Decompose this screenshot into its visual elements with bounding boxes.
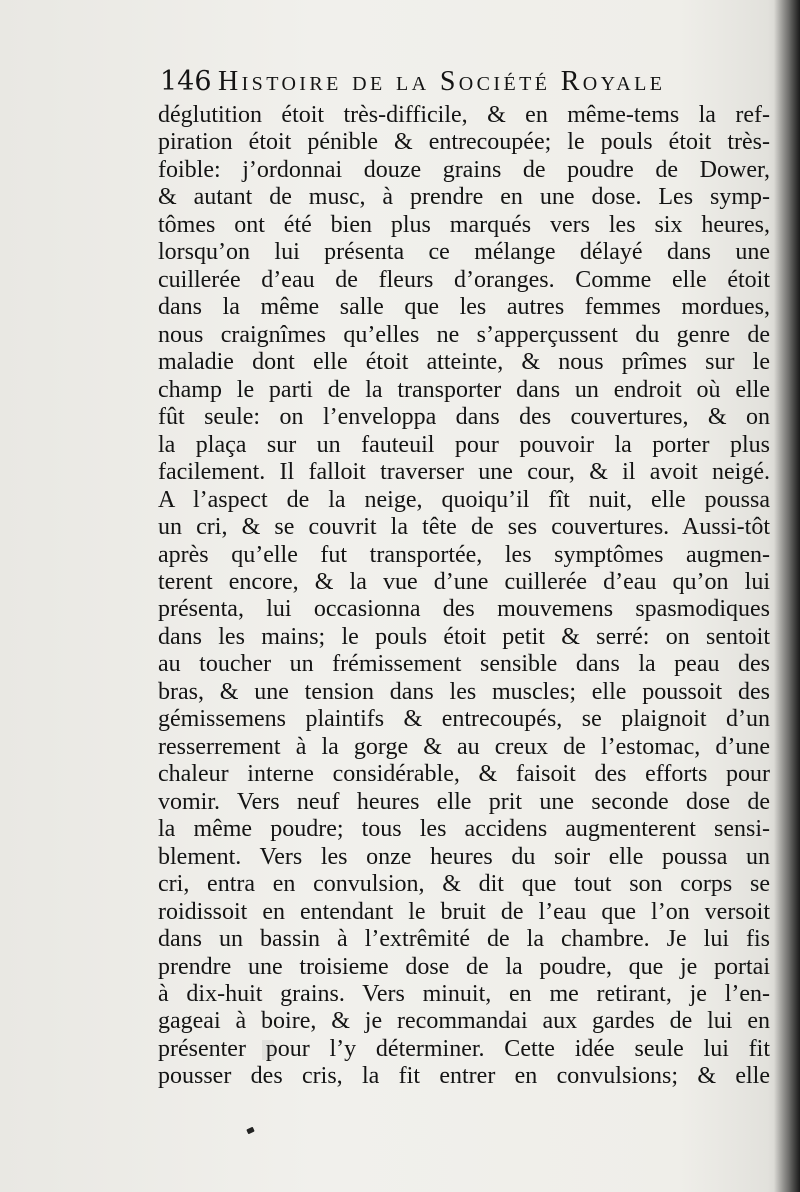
text-line: après qu’elle fut transportée, les symptômes augmen- (158, 541, 770, 568)
text-line: cuillerée d’eau de fleurs d’oranges. Comme elle étoit (158, 266, 770, 293)
text-line: cri, entra en convulsion, & dit que tout son corps se (158, 871, 770, 898)
page-number: 146 (160, 66, 212, 97)
text-line: dans les mains; le pouls étoit petit & serré: on sentoit (158, 623, 770, 650)
text-line: bras, & une tension dans les muscles; elle poussoit des (158, 678, 770, 705)
text-line: foible: j’ordonnai douze grains de poudre de Dower, (158, 156, 770, 183)
text-line: facilement. Il falloit traverser une cour, & il avoit neigé. (158, 459, 770, 486)
text-line: & autant de musc, à prendre en une dose. Les symp- (158, 184, 770, 211)
text-line: gageai à boire, & je recommandai aux gardes de lui en (158, 1008, 770, 1035)
text-line: blement. Vers les onze heures du soir elle poussa un (158, 843, 770, 870)
text-line: piration étoit pénible & entrecoupée; le pouls étoit très- (158, 129, 770, 156)
text-line: déglutition étoit très-difficile, & en même-tems la ref- (158, 102, 770, 128)
text-line: tômes ont été bien plus marqués vers les six heures, (158, 211, 770, 238)
running-title: Histoire de la Société Royale (218, 66, 666, 97)
body-text (158, 102, 770, 1091)
ink-bleed-mark (262, 1040, 274, 1060)
text-line: chaleur interne considérable, & faisoit des efforts pour (158, 761, 770, 788)
text-line: dans la même salle que les autres femmes mordues, (158, 294, 770, 321)
text-line: prendre une troisieme dose de la poudre, que je portai (158, 953, 770, 980)
text-line: terent encore, & la vue d’une cuillerée d’eau qu’on lui (158, 568, 770, 595)
text-line: maladie dont elle étoit atteinte, & nous prîmes sur le (158, 349, 770, 376)
text-line: vomir. Vers neuf heures elle prit une seconde dose de (158, 788, 770, 815)
text-line: lorsqu’on lui présenta ce mélange délayé dans une (158, 239, 770, 266)
text-line: la plaça sur un fauteuil pour pouvoir la porter plus (158, 431, 770, 458)
page-gutter-shadow (774, 0, 800, 1192)
text-line: présenter pour l’y déterminer. Cette idée seule lui fit (158, 1035, 770, 1062)
text-line: roidissoit en entendant le bruit de l’eau que l’on versoit (158, 898, 770, 925)
text-line: A l’aspect de la neige, quoiqu’il fît nuit, elle poussa (158, 486, 770, 513)
text-line: nous craignîmes qu’elles ne s’apperçussent du genre de (158, 321, 770, 348)
text-line: un cri, & se couvrit la tête de ses couvertures. Aussi-tôt (158, 514, 770, 541)
text-line: dans un bassin à l’extrêmité de la chambre. Je lui fis (158, 926, 770, 953)
text-line: resserrement à la gorge & au creux de l’estomac, d’une (158, 733, 770, 760)
text-line: à dix-huit grains. Vers minuit, en me retirant, je l’en- (158, 981, 770, 1007)
running-head (160, 66, 760, 100)
text-line: la même poudre; tous les accidens augmenterent sensi- (158, 816, 770, 843)
text-line: pousser des cris, la fit entrer en convulsions; & elle (158, 1063, 770, 1090)
text-line: fût seule: on l’enveloppa dans des couvertures, & on (158, 404, 770, 431)
text-line: gémissemens plaintifs & entrecoupés, se plaignoit d’un (158, 706, 770, 733)
text-line: au toucher un frémissement sensible dans la peau des (158, 651, 770, 678)
ink-speck (246, 1127, 254, 1134)
text-line: présenta, lui occasionna des mouvemens spasmodiques (158, 596, 770, 623)
text-line: champ le parti de la transporter dans un endroit où elle (158, 376, 770, 403)
